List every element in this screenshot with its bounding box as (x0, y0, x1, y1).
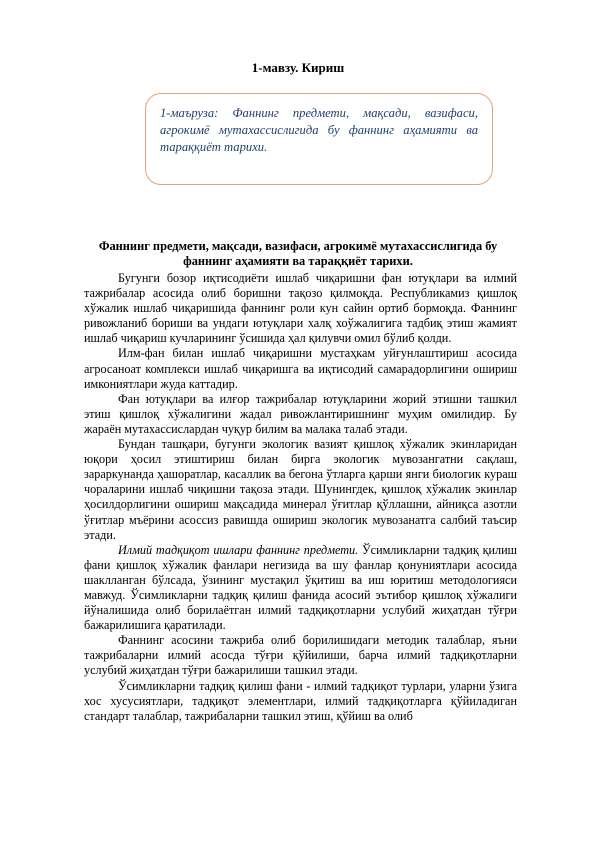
paragraph-text: Фаннинг асосини тажриба олиб борилишидаги методик талаблар, яъни тажрибаларни илмий асосда тўғри қўйилиши, барча илмий тадқиқотларни услубий жиҳатдан тўғри бажарилиши ташкил этади. (84, 633, 517, 678)
paragraph-6 (84, 633, 517, 678)
topic-title: 1-мавзу. Кириш (251, 60, 345, 75)
paragraph-7 (84, 679, 517, 724)
paragraph-text: Ўсимликларни тадқиқ қилиш фани қишлоқ хўжалик фанлари негизида ва шу фанлар қонуниятлари асосида шаклланган бўлсада, ўзининг мустақил ўқитиш ва иш юритиш методологияси мавжуд. Ўсимликларни тадқиқ қилиш фанида асосий эътибор қишлоқ хўжалиги йўналишида олиб борилаётган илмий тадқиқотларни услубий жиҳатдан тўғри бажарилишига қаратилади. (84, 542, 517, 633)
paragraph-text: Фан ютуқлари ва илғор тажрибалар ютуқларини жорий этишни ташкил этиш қишлоқ хўжалигини жадал ривожлантиришнинг муҳим омилидир. Бу жараён мутахассислардан чуқур билим ва малака талаб этади. (84, 391, 517, 436)
paragraph-text: Илм-фан билан ишлаб чиқаришни мустаҳкам уйғунлаштириш асосида агросаноат комплекси ишлаб чиқаришга ва иқтисодий самарадорлигини ошириш имкониятлари жуда каттадир. (84, 346, 517, 391)
paragraph-3 (84, 392, 517, 437)
lecture-title: 1-маъруза: Фаннинг предмети, мақсади, вазифаси, агрокимё мутахассислигида бу фаннинг аҳамияти ва тараққиёт тарихи. (160, 106, 478, 154)
paragraph-text: Ўсимликларни тадқиқ қилиш фани - илмий тадқиқот турлари, уларни ўзига хос хусусиятлари, тадқиқот элементлари, илмий тадқиқотларга қўйиладиган стандарт талаблар, тажрибаларни ташкил этиш, қўйиш ва олиб (84, 678, 517, 723)
section-heading: Фаннинг предмети, мақсади, вазифаси, агрокимё мутахассислигида бу фаннинг аҳамияти ва тараққиёт тарихи. (98, 239, 498, 268)
paragraph-lead-italic: Илмий тадқиқот ишлари фаннинг предмети. (118, 542, 359, 557)
paragraph-4 (84, 437, 517, 543)
paragraph-1 (84, 271, 517, 346)
lecture-callout-box (145, 93, 493, 185)
paragraph-5 (84, 543, 517, 634)
body-text (84, 271, 517, 724)
paragraph-text: Бундан ташқари, бугунги экологик вазият қишлоқ хўжалик экинларидан юқори ҳосил этиштириш билан бирга экологик мувозангатни сақлаш, зараркунанда ҳашоратлар, касаллик ва бегона ўтларга қарши янги биологик кураш чораларини ишлаб чиқишни тақоза этади. Шунингдек, қишлоқ хўжалик экинлар ҳосилдорлигини ошириш мақсадида минерал ўғитлар қўллашни, айниқса азотли ўғитлар мъёрини асоссиз равишда ошириш экологик мувозанатга салбий таъсир этади. (84, 437, 517, 542)
paragraph-2 (84, 346, 517, 391)
paragraph-text: Бугунги бозор иқтисодиёти ишлаб чиқаришни фан ютуқлари ва илмий тажрибалар асосида олиб боришни тақозо қилмоқда. Республикамиз қишлоқ хўжалик ишлаб чиқаришида фаннинг роли кун сайин ортиб бормоқда. Фаннинг ривожланиб бориши ва ундаги ютуқлари халқ хоўжалигига тадбиқ этиш жамият ишлаб чиқариш кучларининг ўсишида ҳал қилувчи омил бўлиб қолди. (84, 271, 517, 346)
